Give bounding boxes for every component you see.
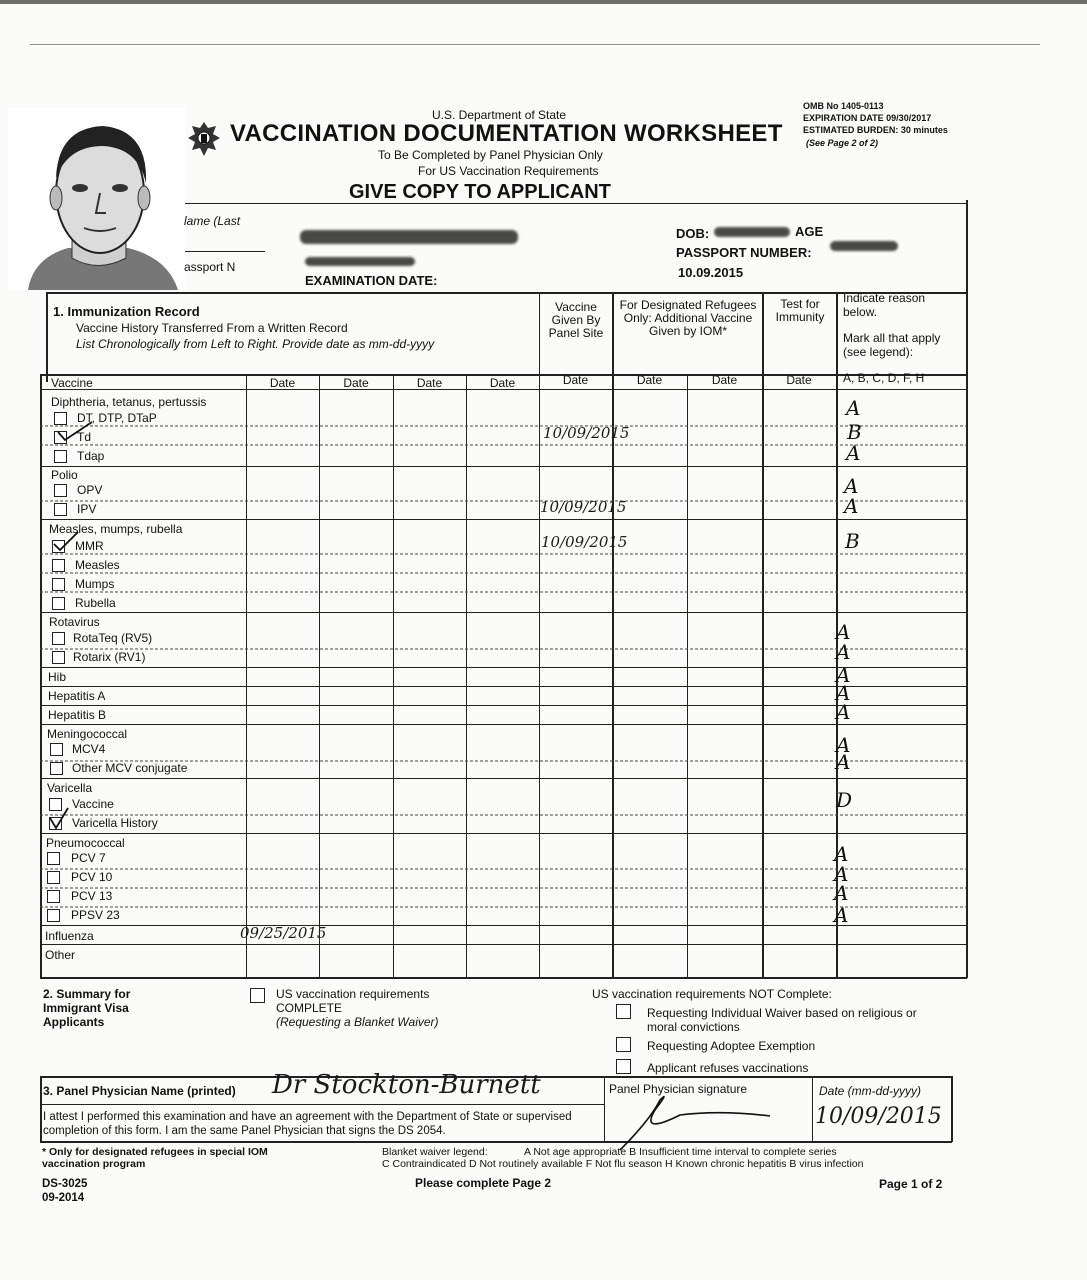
col-panel-site: Vaccine Given By Panel Site	[548, 300, 604, 340]
section1-title: 1. Immunization Record	[53, 304, 200, 319]
age-label: AGE	[795, 224, 824, 239]
checkbox-mumps[interactable]	[52, 578, 65, 591]
reason-mcv4: A	[836, 733, 851, 757]
omb-number: OMB No 1405-0113	[803, 101, 884, 111]
col-date-3: Date	[416, 376, 443, 390]
checkbox-measles[interactable]	[52, 559, 65, 572]
reason-pcv10: A	[834, 862, 849, 886]
checkbox-pcv10[interactable]	[47, 871, 60, 884]
col-test-immunity: Test for Immunity	[775, 297, 825, 324]
label-ppsv23: PPSV 23	[71, 908, 120, 922]
reason-varvac: D	[836, 788, 853, 812]
label-pcv13: PCV 13	[71, 889, 113, 903]
label-varicella-history: Varicella History	[72, 816, 158, 830]
ipv-panel-date: 10/09/2015	[540, 498, 627, 516]
group-meningococcal: Meningococcal	[47, 727, 128, 741]
label-rubella: Rubella	[75, 596, 116, 610]
label-mmr: MMR	[75, 539, 104, 553]
checkbox-complete[interactable]	[250, 988, 265, 1003]
page-number: Page 1 of 2	[879, 1177, 943, 1191]
exam-date-value: 10.09.2015	[678, 265, 744, 280]
signature-label: Panel Physician signature	[609, 1082, 748, 1096]
complete-line2: COMPLETE	[276, 1001, 343, 1015]
checkbox-individual-waiver[interactable]	[616, 1004, 631, 1019]
reason-hepb: A	[836, 700, 851, 724]
col-legend: A, B, C, D, F, H	[843, 371, 925, 385]
attestation-text: I attest I performed this examination and have an agreement with the Department of State or supervised completion of this form. I am the same Panel Physician that signs the DS 2054.	[43, 1111, 572, 1137]
checkbox-other-mcv[interactable]	[50, 762, 63, 775]
please-complete: Please complete Page 2	[415, 1176, 552, 1190]
group-dtp: Diphtheria, tetanus, pertussis	[51, 395, 207, 409]
flu-date: 09/25/2015	[240, 924, 327, 942]
estimated-burden: ESTIMATED BURDEN: 30 minutes	[803, 125, 948, 135]
checkbox-adoptee[interactable]	[616, 1037, 631, 1052]
signature-date-handwritten: 10/09/2015	[815, 1104, 942, 1129]
see-page: (See Page 2 of 2)	[806, 138, 879, 148]
label-other-mcv: Other MCV conjugate	[72, 761, 188, 775]
form-subtitle-1: To Be Completed by Panel Physician Only	[378, 148, 603, 162]
col-date-1: Date	[269, 376, 296, 390]
reason-opv: A	[844, 474, 859, 498]
department-name: U.S. Department of State	[432, 108, 567, 122]
expiration-date: EXPIRATION DATE 09/30/2017	[803, 113, 932, 123]
grid-dashed-lines	[40, 373, 967, 978]
state-department-seal-icon	[186, 118, 222, 162]
reason-pcv7: A	[834, 842, 849, 866]
col-date-panel: Date	[562, 373, 589, 387]
group-mmr: Measles, mumps, rubella	[49, 522, 183, 536]
section1-line1: Vaccine History Transferred From a Written Record	[76, 321, 348, 335]
reason-hepa: A	[836, 681, 851, 705]
reason-othermcv: A	[836, 750, 851, 774]
applicant-photo	[8, 108, 186, 290]
group-varicella: Varicella	[47, 781, 93, 795]
individual-waiver-label: Requesting Individual Waiver based on religious or moral convictions	[647, 1006, 917, 1034]
mmr-panel-date: 10/09/2015	[541, 533, 628, 551]
reason-rotateq: A	[836, 620, 851, 644]
passport-number-label: PASSPORT NUMBER:	[676, 245, 812, 260]
label-hepa: Hepatitis A	[48, 689, 106, 703]
label-pcv7: PCV 7	[71, 851, 106, 865]
group-polio: Polio	[51, 468, 78, 482]
checkbox-rotateq[interactable]	[52, 632, 65, 645]
reason-td: B	[847, 420, 862, 444]
reason-rotarix: A	[836, 640, 851, 664]
iom-footnote: * Only for designated refugees in special IOM vaccination program	[42, 1146, 268, 1170]
legend-line1: A Not age appropriate B Insufficient time interval to complete series	[524, 1146, 837, 1158]
label-pcv10: PCV 10	[71, 870, 113, 884]
date-label: Date (mm-dd-yyyy)	[819, 1084, 922, 1098]
complete-line3: (Requesting a Blanket Waiver)	[276, 1015, 439, 1029]
label-hepb: Hepatitis B	[48, 708, 107, 722]
label-varicella-vaccine: Vaccine	[72, 797, 114, 811]
checkbox-rubella[interactable]	[52, 597, 65, 610]
checkbox-rotarix[interactable]	[52, 651, 65, 664]
checkbox-tdap[interactable]	[54, 450, 67, 463]
reason-dt: A	[846, 396, 861, 420]
form-date: 09-2014	[42, 1192, 85, 1204]
col-date-iom-1: Date	[636, 373, 663, 387]
label-rotarix: Rotarix (RV1)	[73, 650, 146, 664]
dob-label: DOB:	[676, 226, 710, 241]
col-reason: Indicate reason below.	[843, 291, 926, 319]
col-date-4: Date	[489, 376, 516, 390]
label-mumps: Mumps	[75, 577, 115, 591]
refuses-label: Applicant refuses vaccinations	[647, 1061, 809, 1075]
section2-title: 2. Summary for Immigrant Visa Applicants	[43, 987, 131, 1029]
col-vaccine: Vaccine	[51, 376, 93, 390]
reason-ipv: A	[844, 494, 859, 518]
reason-tdap: A	[846, 441, 861, 465]
legend-title: Blanket waiver legend:	[382, 1146, 488, 1158]
checkbox-ipv[interactable]	[54, 503, 67, 516]
checkbox-ppsv23[interactable]	[47, 909, 60, 922]
col-date-iom-2: Date	[711, 373, 738, 387]
label-influenza: Influenza	[45, 929, 94, 943]
checkbox-pcv7[interactable]	[47, 852, 60, 865]
label-opv: OPV	[77, 483, 103, 497]
checkbox-mcv4[interactable]	[50, 743, 63, 756]
col-date-test: Date	[786, 373, 812, 387]
label-mcv4: MCV4	[72, 742, 106, 756]
label-measles: Measles	[75, 558, 120, 572]
give-copy-notice: GIVE COPY TO APPLICANT	[349, 181, 611, 203]
col-reason-mark: Mark all that apply (see legend):	[843, 331, 941, 359]
section1-line2: List Chronologically from Left to Right. Provide date as mm-dd-yyyy	[76, 337, 435, 351]
exam-date-label: EXAMINATION DATE:	[305, 273, 438, 288]
passport-label: assport N	[184, 260, 236, 274]
checkbox-refuses[interactable]	[616, 1059, 631, 1074]
label-td: Td	[77, 430, 92, 444]
group-rotavirus: Rotavirus	[49, 615, 100, 629]
label-dt: DT, DTP, DTaP	[77, 411, 157, 425]
checkbox-opv[interactable]	[54, 484, 67, 497]
reason-mmr: B	[845, 529, 860, 553]
col-date-2: Date	[343, 376, 369, 390]
checkbox-pcv13[interactable]	[47, 890, 60, 903]
complete-line1: US vaccination requirements	[276, 987, 430, 1001]
label-rotateq: RotaTeq (RV5)	[73, 631, 153, 645]
reason-pcv13: A	[834, 881, 849, 905]
name-label: lame (Last	[184, 214, 241, 228]
label-hib: Hib	[48, 670, 67, 684]
physician-name-handwritten: Dr Stockton-Burnett	[272, 1070, 541, 1100]
form-title: VACCINATION DOCUMENTATION WORKSHEET	[230, 120, 783, 147]
group-pneumococcal: Pneumococcal	[46, 836, 125, 850]
label-other: Other	[45, 948, 76, 962]
section3-title: 3. Panel Physician Name (printed)	[43, 1084, 236, 1098]
label-ipv: IPV	[77, 502, 97, 516]
form-subtitle-2: For US Vaccination Requirements	[418, 164, 599, 178]
form-number: DS-3025	[42, 1178, 88, 1190]
col-iom: For Designated Refugees Only: Additional Vaccine Given by IOM*	[619, 298, 757, 338]
reason-hib: A	[836, 663, 851, 687]
legend-line2: C Contraindicated D Not routinely available F Not flu season H Known chronic hepatitis B virus infection	[382, 1158, 864, 1170]
reason-ppsv: A	[834, 903, 849, 927]
adoptee-label: Requesting Adoptee Exemption	[647, 1039, 816, 1053]
not-complete-title: US vaccination requirements NOT Complete:	[592, 987, 832, 1001]
label-tdap: Tdap	[77, 449, 105, 463]
td-panel-date: 10/09/2015	[543, 424, 630, 442]
